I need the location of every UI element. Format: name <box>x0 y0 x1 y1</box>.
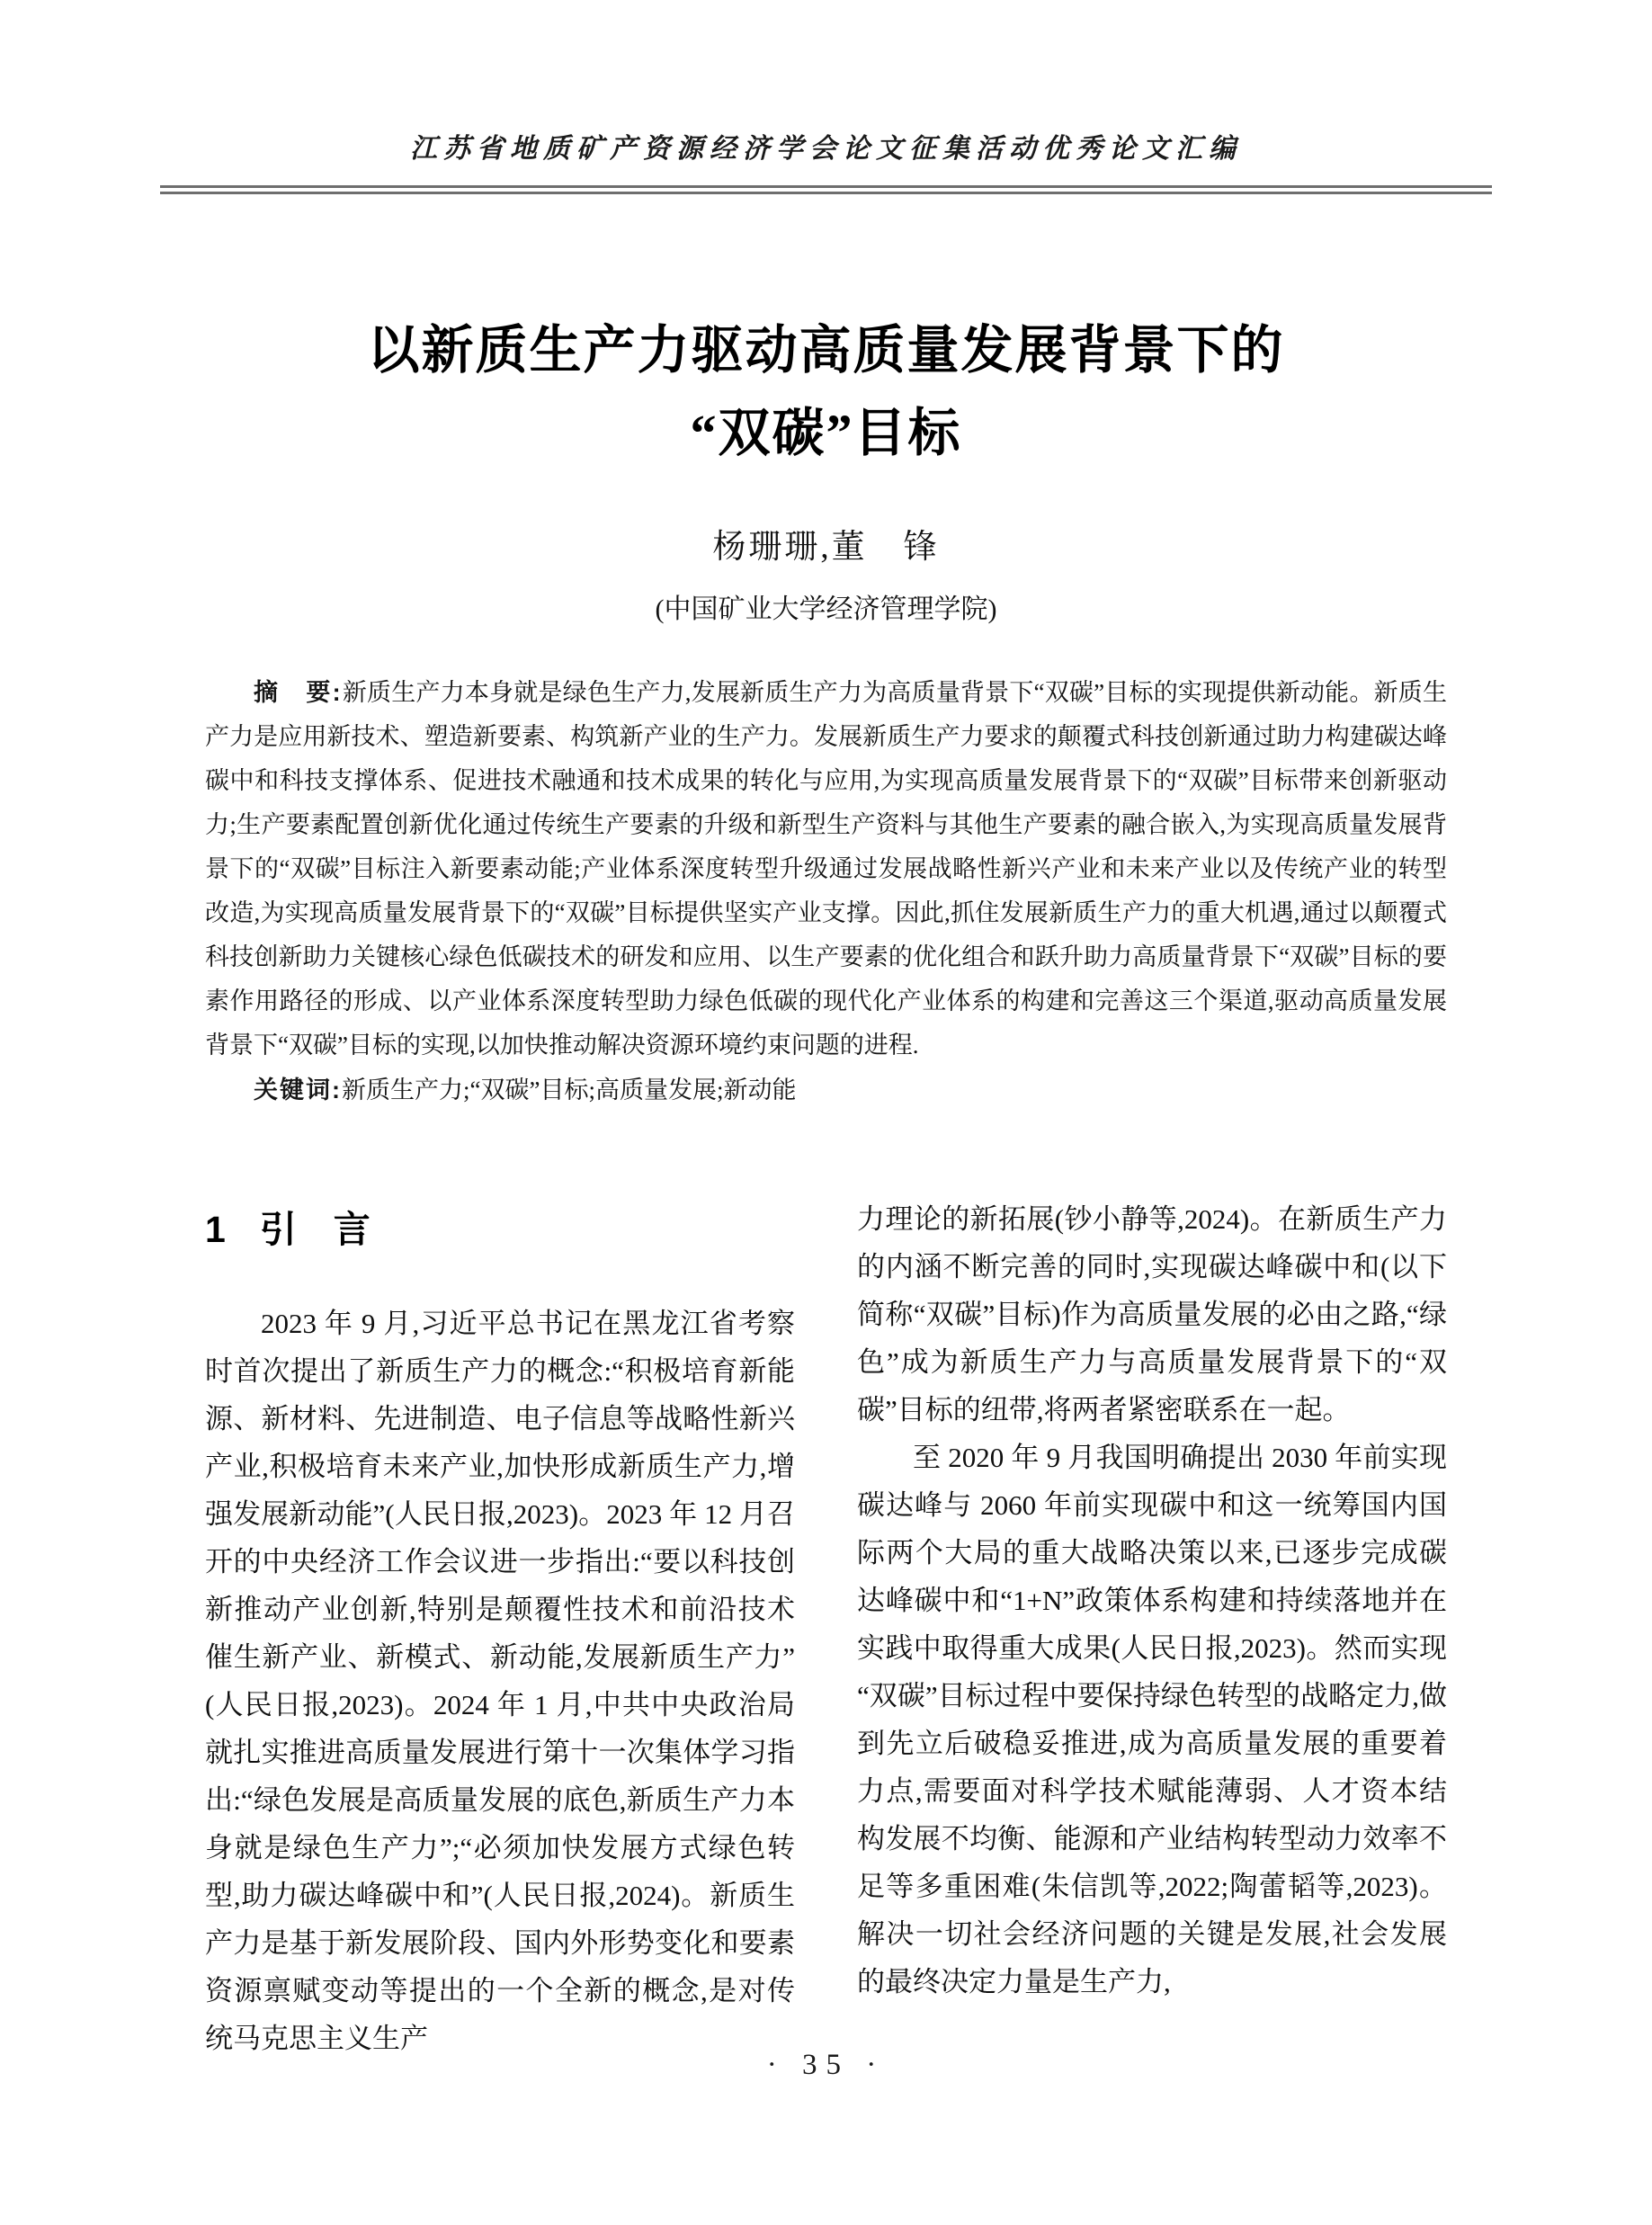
article-title-line-2: “双碳”目标 <box>690 404 962 462</box>
abstract-paragraph <box>205 671 1447 1068</box>
page-footer <box>0 2049 1652 2082</box>
body-paragraph-left-1: 2023 年 9 月,习近平总书记在黑龙江省考察时首次提出了新质生产力的概念:“积极培育新能源、新材料、先进制造、电子信息等战略性新兴产业,积极培育未来产业,加快形成新质生产力,增强发展新动能”(人民日报,2023)。2023 年 12 月召开的中央经济工作会议进一步指出:“要以科技创新推动产业创新,特别是颠覆性技术和前沿技术催生新产业、新模式、新动能,发展新质生产力”(人民日报,2023)。2024 年 1 月,中共中央政治局就扎实推进高质量发展进行第十一次集体学习指出:“绿色发展是高质量发展的底色,新质生产力本身就是绿色生产力”;“必须加快发展方式绿色转型,助力碳达峰碳中和”(人民日报,2024)。新质生产力是基于新发展阶段、国内外形势变化和要素资源禀赋变动等提出的一个全新的概念,是对传统马克思主义生产 <box>205 1308 795 2054</box>
keywords-line <box>205 1068 1447 1112</box>
abstract-label: 摘 要: <box>254 679 343 706</box>
right-column <box>857 1195 1447 2062</box>
page-number: · 35 · <box>766 2049 886 2081</box>
keywords-label: 关键词: <box>254 1077 342 1104</box>
body-paragraph-right-continuation: 力理论的新拓展(钞小静等,2024)。在新质生产力的内涵不断完善的同时,实现碳达峰碳中和(以下简称“双碳”目标)作为高质量发展的必由之路,“绿色”成为新质生产力与高质量发展背景下的“双碳”目标的纽带,将两者紧密联系在一起。 <box>857 1203 1447 1425</box>
section-title: 引 言 <box>259 1209 371 1250</box>
affiliation: (中国矿业大学经济管理学院) <box>655 594 997 624</box>
section-number: 1 <box>205 1209 226 1250</box>
abstract-block <box>205 671 1447 1112</box>
left-column <box>205 1195 795 2062</box>
body-paragraph-right-2: 至 2020 年 9 月我国明确提出 2030 年前实现碳达峰与 2060 年前实现碳中和这一统筹国内国际两个大局的重大战略决策以来,已逐步完成碳达峰碳中和“1+N”政策体系构建和持续落地并在实践中取得重大成果(人民日报,2023)。然而实现“双碳”目标过程中要保持绿色转型的战略定力,做到先立后破稳妥推进,成为高质量发展的重要着力点,需要面对科学技术赋能薄弱、人才资本结构发展不均衡、能源和产业结构转型动力效率不足等多重困难(朱信凯等,2022;陶蕾韬等,2023)。解决一切社会经济问题的关键是发展,社会发展的最终决定力量是生产力, <box>857 1442 1447 1997</box>
body-columns <box>205 1195 1447 2062</box>
article-title <box>205 309 1447 475</box>
section-heading-1 <box>205 1206 795 1253</box>
keywords-text: 新质生产力;“双碳”目标;高质量发展;新动能 <box>342 1077 797 1104</box>
authors: 杨珊珊,董 锋 <box>712 529 940 566</box>
abstract-text: 新质生产力本身就是绿色生产力,发展新质生产力为高质量背景下“双碳”目标的实现提供新动能。新质生产力是应用新技术、塑造新要素、构筑新产业的生产力。发展新质生产力要求的颠覆式科技创新通过助力构建碳达峰碳中和科技支撑体系、促进技术融通和技术成果的转化与应用,为实现高质量发展背景下的“双碳”目标带来创新驱动力;生产要素配置创新优化通过传统生产要素的升级和新型生产资料与其他生产要素的融合嵌入,为实现高质量发展背景下的“双碳”目标注入新要素动能;产业体系深度转型升级通过发展战略性新兴产业和未来产业以及传统产业的转型改造,为实现高质量发展背景下的“双碳”目标提供坚实产业支撑。因此,抓住发展新质生产力的重大机遇,通过以颠覆式科技创新助力关键核心绿色低碳技术的研发和应用、以生产要素的优化组合和跃升助力高质量背景下“双碳”目标的要素作用路径的形成、以产业体系深度转型助力绿色低碳的现代化产业体系的构建和完善这三个渠道,驱动高质量发展背景下“双碳”目标的实现,以加快推动解决资源环境约束问题的进程. <box>205 679 1447 1059</box>
article-title-line-1: 以新质生产力驱动高质量发展背景下的 <box>367 321 1285 380</box>
running-head: 江苏省地质矿产资源经济学会论文征集活动优秀论文汇编 <box>410 134 1242 164</box>
header-rule <box>160 185 1492 194</box>
